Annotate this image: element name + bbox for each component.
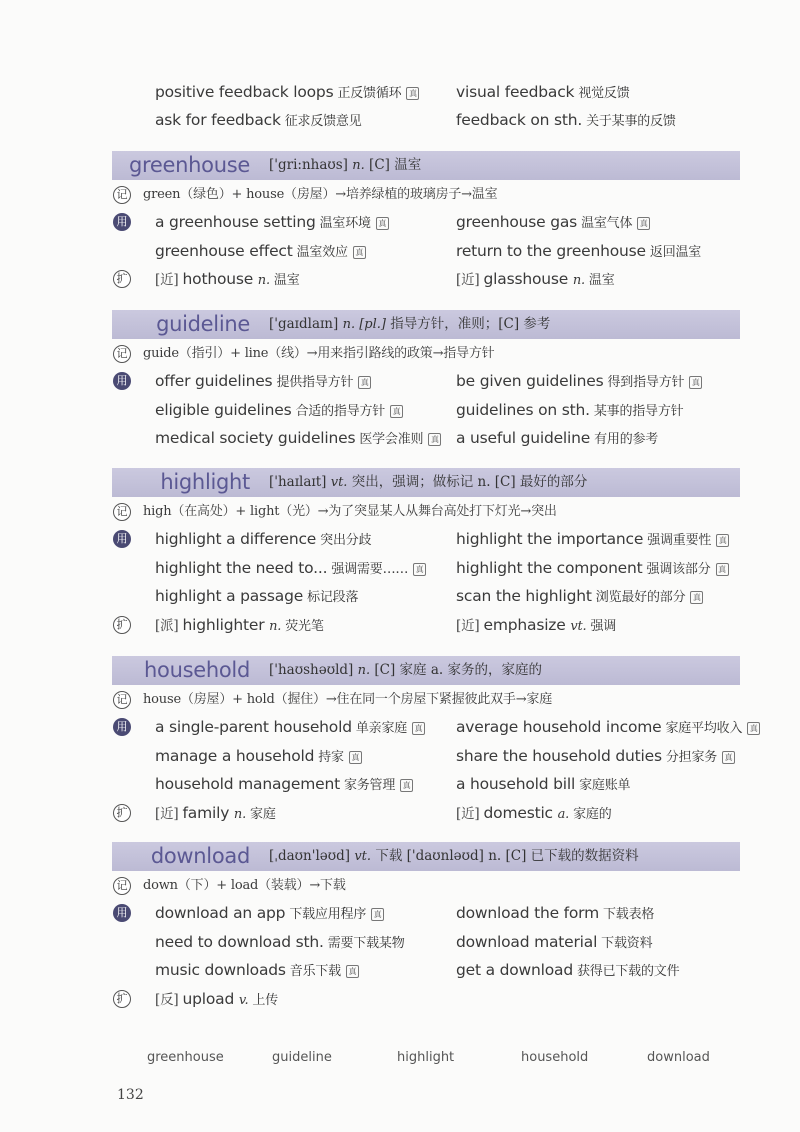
collocation [155,367,371,397]
collocation-zh: 温室效应 [296,244,348,260]
definition-text: 突出，强调；做标记 n. [C] 最好的部分 [347,474,588,490]
ji-icon: 记 [113,691,131,709]
part-of-speech: a. [557,806,570,822]
memory-aid-text: down（下）+ load（装载）→下载 [143,878,346,893]
exam-mark-icon: 真 [722,751,735,764]
collocation-en: a single-parent household [155,718,352,736]
collocation-zh: 温室气体 [581,216,633,231]
memory-aid [143,685,552,714]
kuo-icon: 扩 [113,616,131,634]
headword: highlight [160,470,250,494]
collocation-en: a useful guideline [456,429,591,447]
collocation-en: upload [182,989,235,1008]
phonetic: [ˌdaʊn'ləʊd] [269,848,355,864]
collocation [456,208,650,238]
collocation-en: glasshouse [483,270,569,288]
collocation [456,78,630,108]
collocation-zh: 持家 [318,749,344,765]
collocation-zh: 家庭的 [573,806,612,822]
collocation-zh: 征求反馈意见 [284,114,362,129]
memory-aid-text: green（绿色）+ house（房屋）→培养绿植的玻璃房子→温室 [143,187,498,202]
collocation-zh: 正反馈循环 [337,86,402,101]
collocation-zh: 家庭账单 [579,778,631,793]
exam-mark-icon: 真 [689,376,702,389]
collocation [155,208,389,238]
collocation-en: get a download [456,961,573,979]
collocation-zh: 温室环境 [319,216,371,231]
headword: download [150,844,250,868]
collocation-zh: 突出分歧 [320,533,372,548]
collocation-en: greenhouse gas [456,213,578,231]
collocation [155,713,425,743]
collocation [155,928,405,958]
exam-mark-icon: 真 [406,87,419,100]
exam-mark-icon: 真 [747,722,760,735]
collocation-en: music downloads [155,961,286,979]
headword: greenhouse [129,153,250,177]
relation-tag: [近] [456,617,484,634]
collocation-zh: 下载表格 [602,907,655,922]
collocation-zh: 标记段落 [307,590,359,605]
collocation-zh: 温室 [588,273,615,288]
collocation-en: be given guidelines [456,372,604,390]
collocation-en: download an app [155,904,286,922]
ji-icon: 记 [113,877,131,895]
yong-icon: 用 [113,904,131,922]
phonetic: ['haɪlaɪt] [269,474,331,490]
collocation [456,367,702,397]
relation-tag: [近] [155,272,183,288]
collocation [456,799,612,829]
collocation [155,985,278,1015]
definition-text: [C] 家庭 a. 家务的，家庭的 [370,662,542,678]
collocation-en: highlight a difference [155,530,317,548]
collocation-en: medical society guidelines [155,429,356,447]
collocation [155,554,426,584]
collocation [456,611,616,641]
collocation-zh: 返回温室 [649,244,702,260]
collocation-en: feedback on sth. [456,111,583,129]
collocation-en: average household income [456,718,662,736]
collocation-zh: 强调该部分 [646,561,711,577]
collocation-en: highlight the importance [456,530,644,548]
collocation-en: highlight the need to... [155,558,328,577]
headword: guideline [156,312,250,336]
collocation-en: domestic [483,803,553,822]
collocation-zh: 分担家务 [665,749,718,765]
collocation-zh: 单亲家庭 [355,721,408,736]
collocation-zh: 强调重要性 [647,533,712,548]
collocation [456,582,703,612]
collocation-zh: 需要下载某物 [327,935,405,951]
collocation [456,956,679,986]
collocation-zh: 关于某事的反馈 [586,114,676,129]
exam-mark-icon: 真 [346,965,359,978]
collocation [456,742,735,772]
kuo-icon: 扩 [113,990,131,1008]
memory-aid-text: guide（指引）+ line（线）→用来指引路线的政策→指导方针 [143,346,495,361]
part-of-speech: v. [238,992,249,1008]
collocation-zh: 某事的指导方针 [593,403,684,419]
collocation-en: manage a household [155,746,315,765]
exam-mark-icon: 真 [716,534,729,547]
definition [269,468,587,497]
ji-icon: 记 [113,186,131,204]
footer-word: download [647,1050,710,1065]
collocation [155,770,413,800]
collocation [155,742,362,772]
collocation-zh: 荧光笔 [285,618,324,634]
yong-icon: 用 [113,718,131,736]
part-of-speech: n. [352,158,365,173]
collocation-en: download material [456,932,598,951]
collocation-zh: 有用的参考 [594,432,659,447]
part-of-speech: n. [233,806,247,822]
collocation-en: highlight a passage [155,587,304,605]
exam-mark-icon: 真 [376,217,389,230]
exam-mark-icon: 真 [371,908,384,921]
exam-mark-icon: 真 [690,591,703,604]
definition [269,842,639,871]
collocation-en: scan the highlight [456,587,592,605]
part-of-speech: n. [pl.] [342,317,386,332]
collocation-zh: 医学会准则 [359,432,424,447]
collocation-en: download the form [456,904,599,922]
collocation [155,899,384,929]
memory-aid-text: high（在高处）+ light（光）→为了突显某人从舞台高处打下灯光→突出 [143,504,557,519]
collocation [155,106,362,136]
ji-icon: 记 [113,345,131,363]
collocation-en: household management [155,775,340,793]
collocation [456,265,615,295]
collocation [456,237,701,267]
collocation-zh: 获得已下载的文件 [576,964,680,979]
part-of-speech: vt. [354,849,372,864]
collocation-en: guidelines on sth. [456,400,590,419]
collocation-en: visual feedback [456,83,575,101]
collocation [456,899,654,929]
collocation-en: greenhouse effect [155,241,293,260]
collocation-zh: 视觉反馈 [578,86,630,101]
exam-mark-icon: 真 [390,405,403,418]
collocation [155,237,366,267]
phonetic: ['gaɪdlaɪn] [269,316,343,332]
yong-icon: 用 [113,213,131,231]
collocation [155,582,358,612]
phonetic: ['haʊshəʊld] [269,662,358,678]
entry-banner [112,468,740,497]
memory-aid-text: house（房屋）+ hold（握住）→住在同一个房屋下紧握彼此双手→家庭 [143,692,553,707]
entry-banner [112,656,740,685]
page-number: 132 [117,1087,144,1103]
collocation [155,265,300,295]
collocation [155,956,359,986]
yong-icon: 用 [113,530,131,548]
collocation [456,396,683,426]
collocation-zh: 提供指导方针 [276,375,354,390]
part-of-speech: n. [257,273,270,288]
entry-banner [112,151,740,180]
memory-aid [143,339,494,368]
collocation-zh: 下载资料 [601,935,653,951]
kuo-icon: 扩 [113,804,131,822]
collocation-en: a greenhouse setting [155,213,316,231]
collocation [456,554,729,584]
entry-banner [112,842,740,871]
exam-mark-icon: 真 [358,376,371,389]
exam-mark-icon: 真 [716,563,729,576]
collocation-zh: 得到指导方针 [607,375,685,390]
relation-tag: [近] [155,805,183,822]
footer-word: greenhouse [147,1050,224,1065]
collocation [456,424,658,454]
exam-mark-icon: 真 [413,563,426,576]
collocation [456,713,760,743]
collocation-zh: 家庭平均收入 [665,721,743,736]
collocation-en: eligible guidelines [155,400,292,419]
part-of-speech: n. [572,273,585,288]
footer-word: guideline [272,1050,332,1065]
collocation-en: ask for feedback [155,111,281,129]
collocation-zh: 合适的指导方针 [295,403,386,419]
collocation [155,525,371,555]
footer-word: highlight [397,1050,455,1065]
collocation-en: family [182,803,230,822]
headword: household [144,658,250,682]
collocation-zh: 温室 [273,273,300,288]
collocation [456,106,676,136]
memory-aid [143,497,557,526]
part-of-speech: n. [269,618,282,634]
definition-text: [C] 温室 [364,157,422,173]
exam-mark-icon: 真 [428,433,441,446]
yong-icon: 用 [113,372,131,390]
exam-mark-icon: 真 [637,217,650,230]
collocation-en: share the household duties [456,746,662,765]
collocation-zh: 强调需要…… [331,561,409,577]
definition-text: 指导方针，准则；[C] 参考 [385,316,551,332]
collocation-en: highlight the component [456,558,643,577]
collocation [155,424,441,454]
collocation [456,525,729,555]
part-of-speech: vt. [570,618,587,634]
exam-mark-icon: 真 [412,722,425,735]
collocation-zh: 上传 [252,992,279,1008]
collocation-zh: 家庭 [250,806,276,822]
collocation [155,611,324,641]
collocation-en: hothouse [182,270,254,288]
part-of-speech: n. [357,663,371,678]
collocation-en: offer guidelines [155,372,273,390]
exam-mark-icon: 真 [400,779,413,792]
definition-text: 下载 ['daʊnləʊd] n. [C] 已下载的数据资料 [371,848,639,864]
definition [269,656,542,685]
collocation [456,770,630,800]
collocation-zh: 下载应用程序 [289,907,367,922]
kuo-icon: 扩 [113,270,131,288]
relation-tag: [近] [456,805,484,822]
collocation-en: return to the greenhouse [456,241,646,260]
memory-aid [143,871,346,900]
relation-tag: [近] [456,272,484,288]
definition [269,310,550,339]
collocation-en: a household bill [456,775,576,793]
exam-mark-icon: 真 [349,751,362,764]
collocation [155,799,276,829]
part-of-speech: vt. [330,475,348,490]
collocation [155,396,403,426]
collocation-zh: 浏览最好的部分 [595,590,686,605]
collocation-zh: 音乐下载 [289,964,341,979]
entry-banner [112,310,740,339]
definition [269,151,421,180]
collocation-zh: 强调 [590,618,617,634]
collocation-zh: 家务管理 [343,778,396,793]
relation-tag: [反] [155,991,183,1008]
relation-tag: [派] [155,617,183,634]
collocation [456,928,652,958]
footer-word: household [521,1050,589,1065]
collocation [155,78,419,108]
collocation-en: need to download sth. [155,932,324,951]
collocation-en: emphasize [483,615,566,634]
ji-icon: 记 [113,503,131,521]
exam-mark-icon: 真 [353,246,366,259]
collocation-en: highlighter [182,615,265,634]
memory-aid [143,180,497,209]
collocation-en: positive feedback loops [155,83,334,101]
phonetic: ['gri:nhaʊs] [269,157,353,173]
